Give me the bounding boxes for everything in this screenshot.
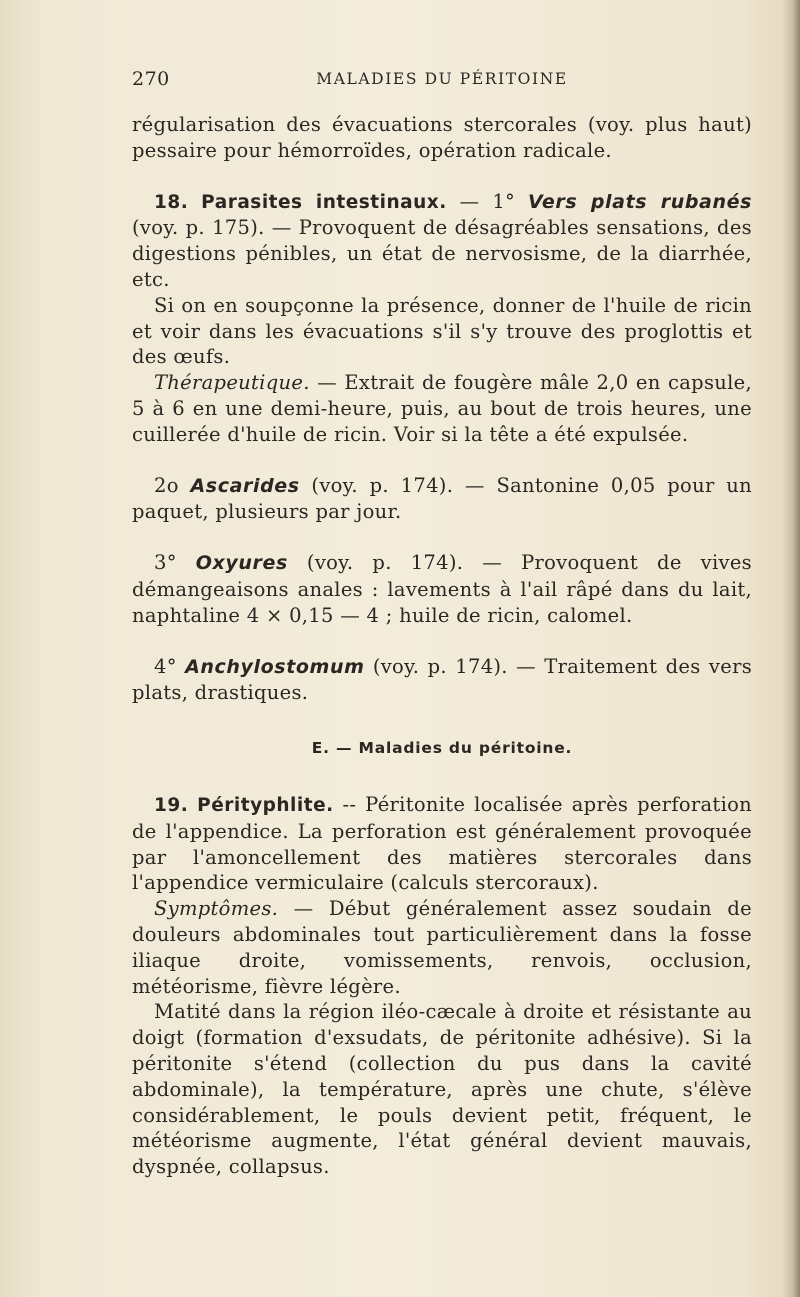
paragraph: Si on en soupçonne la présence, donner de l'huile de ricin et voir dans les évacuations s'il s'y trouve des proglottis et des œufs. — [132, 293, 752, 369]
section-19-paragraph — [132, 792, 752, 896]
symptoms-paragraph — [132, 896, 752, 999]
subsection-text: (voy. p. 175). — Provoquent de désagréables sensations, des digestions pénibles, un état de nervosisme, de la diarrhée, etc. — [132, 216, 752, 291]
ascarides-paragraph — [132, 473, 752, 526]
subsection-number: 2o — [154, 473, 179, 497]
subsection-text: (voy. p. 174). — Traitement des vers plats, drastiques. — [132, 654, 753, 705]
continuation-paragraph: régularisation des évacuations stercorales (voy. plus haut) pessaire pour hémorroïdes, opération radicale. — [132, 113, 752, 162]
symptoms-text: — Début généralement assez soudain de douleurs abdominales tout particulièrement dans la fosse iliaque droite, vomissements, renvois, occlusion, météorisme, fièvre légère. — [132, 897, 752, 998]
subsection-number: 1° — [492, 189, 516, 213]
separator: — — [446, 189, 493, 213]
section-heading: E. — Maladies du péritoine. — [311, 739, 573, 758]
subsection-title: Ascarides — [190, 474, 300, 497]
section-number: 18. — [154, 191, 189, 213]
paragraph: Matité dans la région iléo-cæcale à droite et résistante au doigt (formation d'exsudats, de péritonite adhésive). Si la péritonite s'étend (collection du pus dans la cavité abdominale), la température, après une chute, s'élève considérablement, le pouls devient petit, fréquent, le météorisme augmente, l'état général devient mauvais, dyspnée, collapsus. — [132, 1000, 752, 1179]
subsection-number: 3° — [154, 551, 177, 575]
symptoms-label: Symptômes. — [154, 897, 279, 921]
subsection-number: 4° — [154, 654, 177, 678]
running-title: MALADIES DU PÉRITOINE — [316, 70, 568, 88]
anchylostomum-paragraph — [132, 654, 752, 707]
page-number: 270 — [132, 68, 170, 90]
therapeutics-paragraph — [132, 370, 752, 447]
section-title: Parasites intestinaux. — [201, 191, 447, 213]
subsection-title: Anchylostomum — [185, 655, 365, 678]
therapeutics-label: Thérapeutique. — [154, 371, 310, 395]
subsection-title: Oxyures — [195, 552, 288, 575]
therapeutics-text: — Extrait de fougère mâle 2,0 en capsule, 5 à 6 en une demi-heure, puis, au bout de trois heures, une cuillerée d'huile de ricin. Voir si la tête a été expulsée. — [132, 371, 752, 446]
running-head — [132, 68, 752, 98]
section-18-paragraph — [132, 189, 752, 293]
subsection-text: (voy. p. 174). — Santonine 0,05 pour un paquet, plusieurs par jour. — [132, 473, 753, 524]
section-title: Pérityphlite. — [197, 794, 334, 816]
oxyures-paragraph — [132, 550, 752, 628]
page-body — [132, 112, 752, 1180]
section-number: 19. — [154, 794, 189, 816]
section-text: -- Péritonite localisée après perforation de l'appendice. La perforation est généralement provoquée par l'amoncellement des matières stercorales dans l'appendice vermiculaire (calculs stercoraux). — [132, 792, 753, 895]
subsection-text: (voy. p. 174). — Provoquent de vives démangeaisons anales : lavements à l'ail râpé dans du lait, naphtaline 4 × 0,15 — 4 ; huile de ricin, calomel. — [132, 551, 752, 627]
subsection-title: Vers plats rubanés — [527, 190, 752, 213]
page-edge-shadow — [782, 0, 800, 1297]
